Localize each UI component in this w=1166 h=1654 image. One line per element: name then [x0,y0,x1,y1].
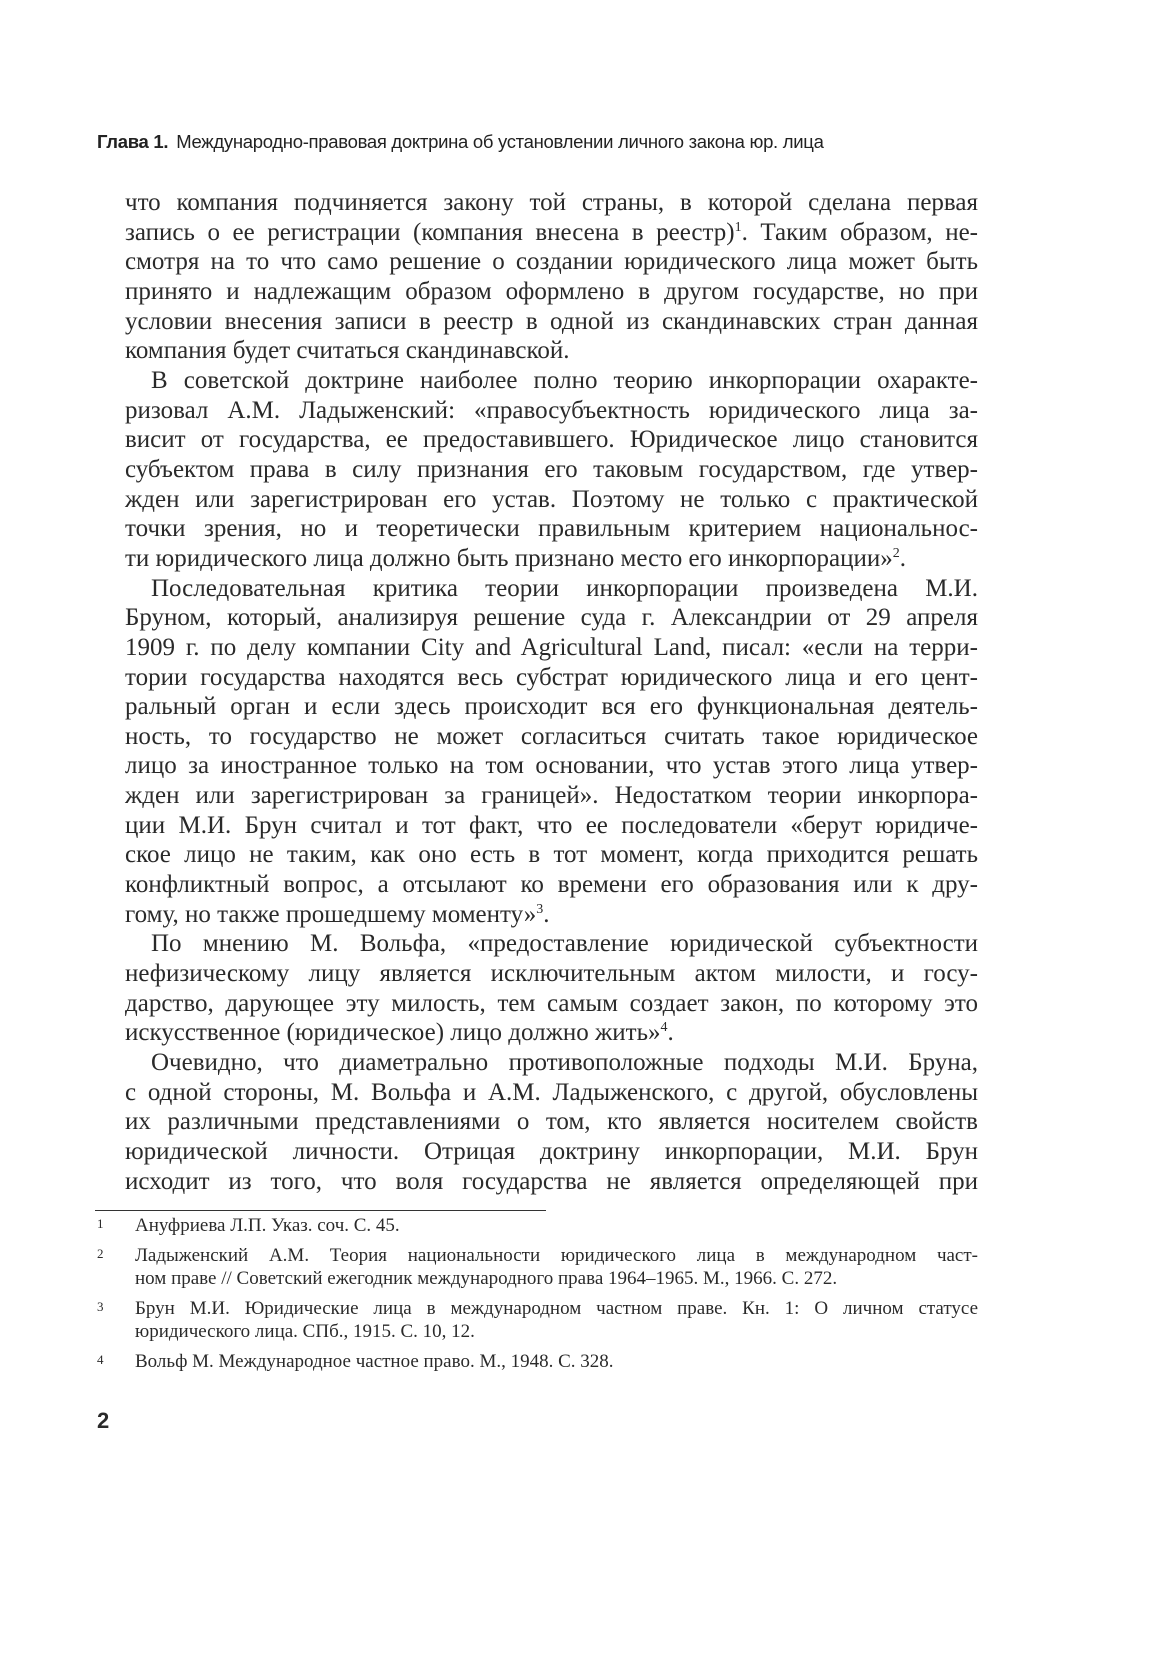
footnote [97,1244,978,1291]
text-line: жден или зарегистрирован его устав. Поэтому не только с практической [125,485,978,513]
text-line: ское лицо не таким, как оно есть в тот момент, когда приходится решать [125,841,978,869]
footnote-ref: 4 [660,1020,668,1036]
footnote-ref: 3 [536,901,544,917]
footnote-text: Брун М.И. Юридические лица в международном частном праве. Кн. 1: О личном статусе [135,1297,978,1319]
text-line: Бруном, который, анализируя решение суда г. Александрии от 29 апреля [125,604,978,632]
text-line [125,218,978,248]
footnote [97,1350,978,1374]
footnote-ref: 1 [734,219,742,235]
footnote-text: Ладыженский А.М. Теория национальности юридического лица в международном част- [135,1244,978,1266]
text-line: тории государства находятся весь субстрат юридического лица и его цент- [125,663,978,691]
footnote-divider [95,1210,546,1211]
text-line: висит от государства, ее предоставившего. Юридическое лицо становится [125,426,978,454]
paragraph [125,574,978,930]
text-line: лицо за иностранное только на том основании, что устав этого лица утвер- [125,752,978,780]
footnote [97,1214,978,1238]
text-line: юридической личности. Отрицая доктрину инкорпорации, М.И. Брун [125,1138,978,1165]
line-text: . Таким образом, не- [741,218,978,246]
line-text: ти юридического лица должно быть признано место его инкорпорации» [125,544,893,572]
text-line: с одной стороны, М. Вольфа и А.М. Ладыженского, с другой, обусловлены [125,1078,978,1106]
line-text: запись о ее регистрации (компания внесена в реестр) [125,218,735,246]
line-text: искусственное (юридическое) лицо должно жить» [125,1019,661,1047]
text-line [125,1018,978,1048]
line-text: . [667,1019,674,1047]
text-line: принято и надлежащим образом оформлено в другом государстве, но при [125,277,978,305]
footnote-ref: 2 [892,545,900,561]
text-line: Очевидно, что диаметрально противоположные подходы М.И. Бруна, [151,1049,978,1077]
line-text: . [899,544,906,572]
footnote [97,1297,978,1344]
text-line: смотря на то что само решение о создании юридического лица может быть [125,248,978,276]
text-line: что компания подчиняется закону той страны, в которой сделана первая [125,189,978,216]
line-text: . [543,900,550,928]
text-line: ции М.И. Брун считал и тот факт, что ее последователи «берут юридиче- [125,811,978,839]
text-line: компания будет считаться скандинавской. [125,337,570,365]
footnote-text: Вольф М. Международное частное право. М., 1948. С. 328. [135,1350,614,1372]
text-line: нефизическому лицу является исключительным актом милости, и госу- [125,960,978,988]
paragraph [125,929,978,1048]
text-line: субъектом права в силу признания его таковым государством, где утвер- [125,455,978,483]
footnote-number: 1 [97,1216,104,1231]
chapter-label: Глава 1. [97,131,169,152]
footnote-text: ном праве // Советский ежегодник международного права 1964–1965. М., 1966. С. 272. [135,1268,838,1289]
text-line: конфликтный вопрос, а отсылают ко времени его образования или к дру- [125,871,978,899]
paragraph [125,366,978,574]
text-line: условии внесения записи в реестр в одной из скандинавских стран данная [125,307,978,335]
text-line: их различными представлениями о том, кто является носителем свойств [125,1108,978,1136]
text-line: исходит из того, что воля государства не является определяющей при [125,1167,978,1195]
text-line: ность, то государство не может согласиться считать такое юридическое [125,722,978,750]
body-text [125,188,978,1196]
text-line: ральный орган и если здесь происходит вся его функциональная деятель- [125,693,978,721]
text-line: В советской доктрине наиболее полно теорию инкорпорации охаракте- [151,366,978,394]
line-text: гому, но также прошедшему моменту» [125,900,537,928]
chapter-title: Международно-правовая доктрина об установлении личного закона юр. лица [176,131,824,152]
text-line: Последовательная критика теории инкорпорации произведена М.И. [151,574,978,602]
text-line: ризовал А.М. Ладыженский: «правосубъектность юридического лица за- [125,396,978,424]
paragraph [125,188,978,366]
footnote-text: Ануфриева Л.П. Указ. соч. С. 45. [135,1215,400,1236]
footnote-number: 2 [97,1245,104,1261]
footnote-number: 3 [97,1298,104,1314]
footnotes [97,1214,978,1379]
page-number: 2 [97,1408,110,1433]
text-line [125,900,978,930]
footnote-text: юридического лица. СПб., 1915. С. 10, 12. [135,1321,475,1342]
text-line [125,544,978,574]
text-line: жден или зарегистрирован за границей». Недостатком теории инкорпора- [125,782,978,810]
text-line: 1909 г. по делу компании City and Agricultural Land, писал: «если на терри- [125,633,978,661]
footnote-number: 4 [97,1351,104,1367]
text-line: дарство, дарующее эту милость, тем самым создает закон, по которому это [125,989,978,1017]
paragraph [125,1048,978,1196]
text-line: По мнению М. Вольфа, «предоставление юридической субъектности [151,930,978,958]
text-line: точки зрения, но и теоретически правильным критерием национальнос- [125,515,978,543]
running-header [97,131,824,153]
